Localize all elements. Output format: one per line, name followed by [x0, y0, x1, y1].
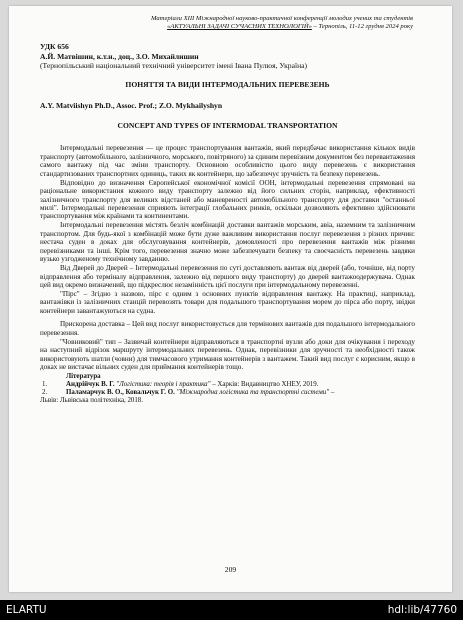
header-line-1: Матеріали XIII Міжнародної науково-практичної конференції молодих учених та студентів: [150, 15, 413, 22]
reference-item: [40, 389, 415, 397]
reference-author: Андрійчук В. Г.: [66, 380, 115, 388]
article-meta: [40, 42, 415, 70]
paragraph: Інтермодальні перевезення — це процес транспортування вантажів, який передбачає використання кількох видів транспорту (автомобільного, залізничного, морського, повітряного) за єдиним перевізним документом без перевантаження самого вантажу під час зміни транспорту. Основною особливістю цього виду перевезень є використання стандартизованих транспортних одиниць, таких як контейнери, що забезпечує зручність та безпеку перевезень.: [40, 144, 415, 178]
reference-publisher: – Харків: Видавництво ХНЕУ, 2019.: [210, 380, 319, 388]
paragraph: Від Дверей до Дверей – Інтермодальні перевезення по суті доставляють вантаж від дверей (або, точніше, від порту відправлення або терміналу відправлення, залежно від першого виду транспорту) до дверей вантажоодержувача. Однак цей вид окремо визначений, що підкреслює незамінність цієї послуги при інтермодальному перевезенні.: [40, 264, 415, 290]
reference-number: 1.: [42, 380, 48, 388]
paragraph: Прискорена доставка – Цей вид послуг використовується для термінових вантажів для подальшого інтермодального перевезення.: [40, 320, 415, 337]
conference-place-date: – Тернопіль, 11-12 грудня 2024 року: [311, 23, 413, 31]
header-line-2: [40, 23, 413, 31]
udc-code: УДК 656: [40, 42, 69, 52]
authors-en: A.Y. Matviishyn Ph.D., Assoc. Prof.; Z.O. Mykhailyshyn: [40, 101, 223, 111]
footer-bar: [0, 600, 463, 620]
footer-handle[interactable]: hdl:lib/47760: [387, 604, 457, 616]
reference-item: [40, 381, 415, 389]
paragraph: Відповідно до визначення Європейської економічної комісії ООН, інтермодальні перевезення спрямовані на раціональне використання кожного виду транспорту залежно від його сильних сторін, наприклад, ефективності залізничного транспорту для великих відстаней або маневреності автомобільного транспорту для доставки "останньої милі". Інтермодальні перевезення сприяють інтеграції глобальних ринків, оскільки дозволяють ефективно здійснювати транспортування між країнами та континентами.: [40, 178, 415, 221]
reference-continuation: Львів: Львівська політехніка, 2018.: [40, 397, 143, 405]
reference-text: [66, 389, 415, 397]
affiliation: (Тернопільський національний технічний університет імені Івана Пулюя, Україна): [40, 61, 308, 70]
document-page: [9, 6, 452, 592]
reference-title: "Логістика: теорія і практика": [116, 380, 211, 388]
reference-number: 2.: [42, 389, 48, 397]
conference-name: «АКТУАЛЬНІ ЗАДАЧІ СУЧАСНИХ ТЕХНОЛОГІЙ»: [167, 23, 312, 31]
page-number: 209: [224, 565, 237, 574]
footer-repository-name: ELARTU: [6, 604, 47, 616]
authors-ua: А.Й. Матвішин, к.т.н., доц., З.О. Михайлишин: [40, 51, 199, 61]
paragraph: "Пірс" – Згідно з назвою, пірс є одним з основних пунктів відправлення вантажу. На практиці, наприклад, вантажівки із залізничних станцій перевозять товари для подальшого транспортування морем до пірса або порту, звідки контейнери завантажуються на судна.: [40, 290, 415, 315]
article-title-ua: ПОНЯТТЯ ТА ВИДИ ІНТЕРМОДАЛЬНИХ ПЕРЕВЕЗЕНЬ: [125, 80, 330, 90]
reference-title: "Міжнародна логістика та транспортні системи": [176, 389, 330, 397]
article-body: [40, 144, 415, 405]
reference-author: Паламарчук В. О., Ковальчук Г. О.: [66, 389, 175, 397]
paragraph: Інтермодальні перевезення містять безліч комбінацій доставки вантажів морським, авіа, наземним та залізничним транспортом. Для будь-якої з комбінацій може бути дуже важливим використання послуг перевезення з різних причин: нестача суден в доках для обслуговування контейнерів, домовленості про перевезення вантажів між різними перевізниками та інші. Крім того, перевезення значно може забезпечувати безпеку та своєчасність перевезень завдяки вузько узгодженому технічному завданню.: [40, 221, 415, 264]
reference-text: [66, 381, 415, 389]
reference-publisher: –: [329, 389, 335, 397]
paragraph: "Човниковий" тип – Зазвичай контейнери відправляються в транспортні вузли або доки для очікування і переходу на наступний відрізок маршруту інтермодальних перевезень. Однак, перевізники для зручності та необхідності також використовують шатли (човни) для тимчасового утримання контейнерів з вантажем. Такий вид послуг є корисним, якщо в доках не вистачає вільних суден для приймання контейнерів тощо.: [40, 337, 415, 372]
article-title-en: CONCEPT AND TYPES OF INTERMODAL TRANSPORTATION: [117, 121, 338, 131]
conference-header: [40, 15, 415, 31]
references: [40, 373, 415, 406]
references-title: Література: [66, 372, 101, 380]
